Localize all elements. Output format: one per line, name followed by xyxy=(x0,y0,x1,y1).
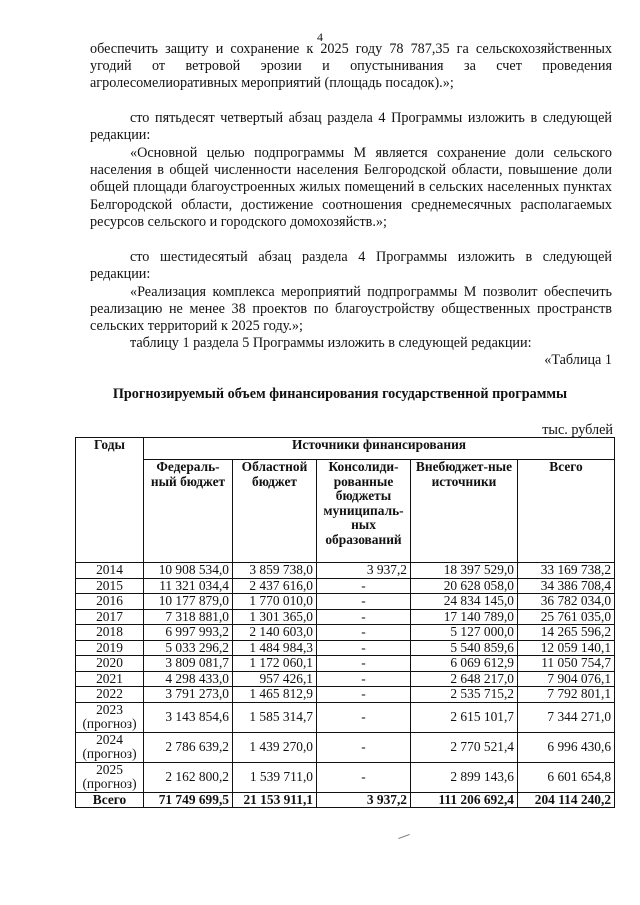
paragraph-table-amendment: таблицу 1 раздела 5 Программы изложить в следующей редакции: xyxy=(130,335,532,351)
cell-regional: 2 437 616,0 xyxy=(233,578,317,594)
cell-extrabudgetary: 5 540 859,6 xyxy=(411,640,518,656)
cell-federal: 3 791 273,0 xyxy=(144,687,233,703)
cell-extrabudgetary: 2 615 101,7 xyxy=(411,702,518,732)
pen-mark xyxy=(398,834,410,839)
forecast-note: (прогноз) xyxy=(82,746,137,761)
table-row xyxy=(76,609,615,625)
cell-extrabudgetary: 17 140 789,0 xyxy=(411,609,518,625)
cell-year xyxy=(76,671,144,687)
cell-total: 7 904 076,1 xyxy=(518,671,615,687)
forecast-note: (прогноз) xyxy=(82,776,137,791)
cell-year xyxy=(76,732,144,762)
cell-total: 34 386 708,4 xyxy=(518,578,615,594)
table-row xyxy=(76,732,615,762)
table-row xyxy=(76,625,615,641)
cell-regional: 1 301 365,0 xyxy=(233,609,317,625)
cell-total: 7 792 801,1 xyxy=(518,687,615,703)
year-value: 2024 xyxy=(96,731,123,747)
cell-extrabudgetary: 18 397 529,0 xyxy=(411,563,518,579)
cell-year xyxy=(76,578,144,594)
total-total: 204 114 240,2 xyxy=(518,792,615,808)
year-value: 2025 xyxy=(96,761,123,777)
table-label: «Таблица 1 xyxy=(544,352,612,368)
cell-regional: 3 859 738,0 xyxy=(233,563,317,579)
cell-extrabudgetary: 24 834 145,0 xyxy=(411,594,518,610)
table-row xyxy=(76,640,615,656)
cell-year xyxy=(76,594,144,610)
financing-table xyxy=(75,437,615,808)
cell-total: 6 996 430,6 xyxy=(518,732,615,762)
cell-year xyxy=(76,563,144,579)
paragraph-subprogram-result: «Реализация комплекса мероприятий подпрограммы М позволит обеспечить реализацию не менее 38 проектов по благоустройству общественных пространств сельских территорий к 2025 году.»; xyxy=(90,284,612,335)
table-row xyxy=(76,762,615,792)
total-municipal: 3 937,2 xyxy=(317,792,411,808)
table-units: тыс. рублей xyxy=(542,422,613,438)
cell-year xyxy=(76,625,144,641)
header-federal: Федераль-ный бюджет xyxy=(144,460,233,563)
cell-total: 6 601 654,8 xyxy=(518,762,615,792)
cell-federal: 5 033 296,2 xyxy=(144,640,233,656)
cell-year xyxy=(76,687,144,703)
year-value: 2014 xyxy=(96,562,123,577)
year-value: 2017 xyxy=(96,608,123,624)
table-title: Прогнозируемый объем финансирования государственной программы xyxy=(112,386,568,402)
cell-total: 14 265 596,2 xyxy=(518,625,615,641)
cell-total: 12 059 140,1 xyxy=(518,640,615,656)
header-extrabudgetary: Внебюджет-ные источники xyxy=(411,460,518,563)
cell-total: 11 050 754,7 xyxy=(518,656,615,672)
cell-regional: 1 439 270,0 xyxy=(233,732,317,762)
cell-federal: 3 809 081,7 xyxy=(144,656,233,672)
year-value: 2015 xyxy=(96,577,123,593)
total-federal: 71 749 699,5 xyxy=(144,792,233,808)
cell-regional: 1 465 812,9 xyxy=(233,687,317,703)
cell-federal: 6 997 993,2 xyxy=(144,625,233,641)
cell-total: 7 344 271,0 xyxy=(518,702,615,732)
cell-municipal: - xyxy=(317,762,411,792)
table-row xyxy=(76,687,615,703)
cell-municipal: - xyxy=(317,687,411,703)
cell-federal: 10 177 879,0 xyxy=(144,594,233,610)
cell-regional: 1 484 984,3 xyxy=(233,640,317,656)
header-years: Годы xyxy=(76,438,144,563)
cell-extrabudgetary: 2 535 715,2 xyxy=(411,687,518,703)
header-sources: Источники финансирования xyxy=(144,438,615,460)
header-total: Всего xyxy=(518,460,615,563)
cell-extrabudgetary: 20 628 058,0 xyxy=(411,578,518,594)
table-total-row xyxy=(76,792,615,808)
total-regional: 21 153 911,1 xyxy=(233,792,317,808)
cell-municipal: - xyxy=(317,640,411,656)
cell-total: 36 782 034,0 xyxy=(518,594,615,610)
cell-federal: 11 321 034,4 xyxy=(144,578,233,594)
cell-municipal: - xyxy=(317,609,411,625)
cell-federal: 4 298 433,0 xyxy=(144,671,233,687)
cell-municipal: - xyxy=(317,702,411,732)
cell-municipal: - xyxy=(317,625,411,641)
cell-regional: 957 426,1 xyxy=(233,671,317,687)
cell-federal: 2 786 639,2 xyxy=(144,732,233,762)
cell-municipal: - xyxy=(317,732,411,762)
cell-municipal: - xyxy=(317,656,411,672)
total-extrabudgetary: 111 206 692,4 xyxy=(411,792,518,808)
cell-total-label: Всего xyxy=(76,792,144,808)
cell-municipal: - xyxy=(317,671,411,687)
cell-year xyxy=(76,640,144,656)
cell-federal: 2 162 800,2 xyxy=(144,762,233,792)
year-value: 2021 xyxy=(96,670,123,686)
table-row xyxy=(76,563,615,579)
table-row xyxy=(76,702,615,732)
paragraph-154th-amendment: сто пятьдесят четвертый абзац раздела 4 Программы изложить в следующей редакции: xyxy=(90,110,612,144)
year-value: 2018 xyxy=(96,624,123,639)
cell-extrabudgetary: 6 069 612,9 xyxy=(411,656,518,672)
cell-year xyxy=(76,656,144,672)
page-number: 4 xyxy=(317,30,323,44)
cell-municipal: - xyxy=(317,594,411,610)
year-value: 2020 xyxy=(96,655,123,670)
paragraph-subprogram-goal: «Основной целью подпрограммы М является сохранение доли сельского населения в общей численности населения Белгородской области, повышение доли общей площади благоустроенных жилых помещений в сельских населенных пунктах Белгородской области, достижение соотношения среднемесячных располагаемых ресурсов сельского и городского домохозяйств.»; xyxy=(90,145,612,230)
year-value: 2019 xyxy=(96,639,123,655)
cell-municipal: 3 937,2 xyxy=(317,563,411,579)
cell-year xyxy=(76,609,144,625)
year-value: 2022 xyxy=(96,686,123,701)
table-row xyxy=(76,594,615,610)
table-body xyxy=(76,563,615,808)
cell-year xyxy=(76,762,144,792)
year-value: 2016 xyxy=(96,593,123,608)
cell-year xyxy=(76,702,144,732)
paragraph-160th-amendment: сто шестидесятый абзац раздела 4 Программы изложить в следующей редакции: xyxy=(90,249,612,283)
header-regional: Областной бюджет xyxy=(233,460,317,563)
table-row xyxy=(76,578,615,594)
paragraph-protection-goal: обеспечить защиту и сохранение к 2025 году 78 787,35 га сельскохозяйственных угодий от ветровой эрозии и опустынивания за счет проведения агролесомелиоративных мероприятий (площадь посадок).»; xyxy=(90,41,612,92)
table-row xyxy=(76,671,615,687)
cell-regional: 1 539 711,0 xyxy=(233,762,317,792)
header-municipal: Консолиди-рованные бюджеты муниципаль-ных образований xyxy=(317,460,411,563)
forecast-note: (прогноз) xyxy=(82,716,137,731)
cell-regional: 1 172 060,1 xyxy=(233,656,317,672)
cell-total: 25 761 035,0 xyxy=(518,609,615,625)
table-row xyxy=(76,656,615,672)
cell-federal: 3 143 854,6 xyxy=(144,702,233,732)
cell-extrabudgetary: 2 770 521,4 xyxy=(411,732,518,762)
cell-regional: 1 770 010,0 xyxy=(233,594,317,610)
cell-extrabudgetary: 2 648 217,0 xyxy=(411,671,518,687)
cell-municipal: - xyxy=(317,578,411,594)
cell-federal: 10 908 534,0 xyxy=(144,563,233,579)
cell-extrabudgetary: 5 127 000,0 xyxy=(411,625,518,641)
year-value: 2023 xyxy=(96,701,123,717)
cell-regional: 1 585 314,7 xyxy=(233,702,317,732)
cell-federal: 7 318 881,0 xyxy=(144,609,233,625)
cell-extrabudgetary: 2 899 143,6 xyxy=(411,762,518,792)
cell-total: 33 169 738,2 xyxy=(518,563,615,579)
cell-regional: 2 140 603,0 xyxy=(233,625,317,641)
